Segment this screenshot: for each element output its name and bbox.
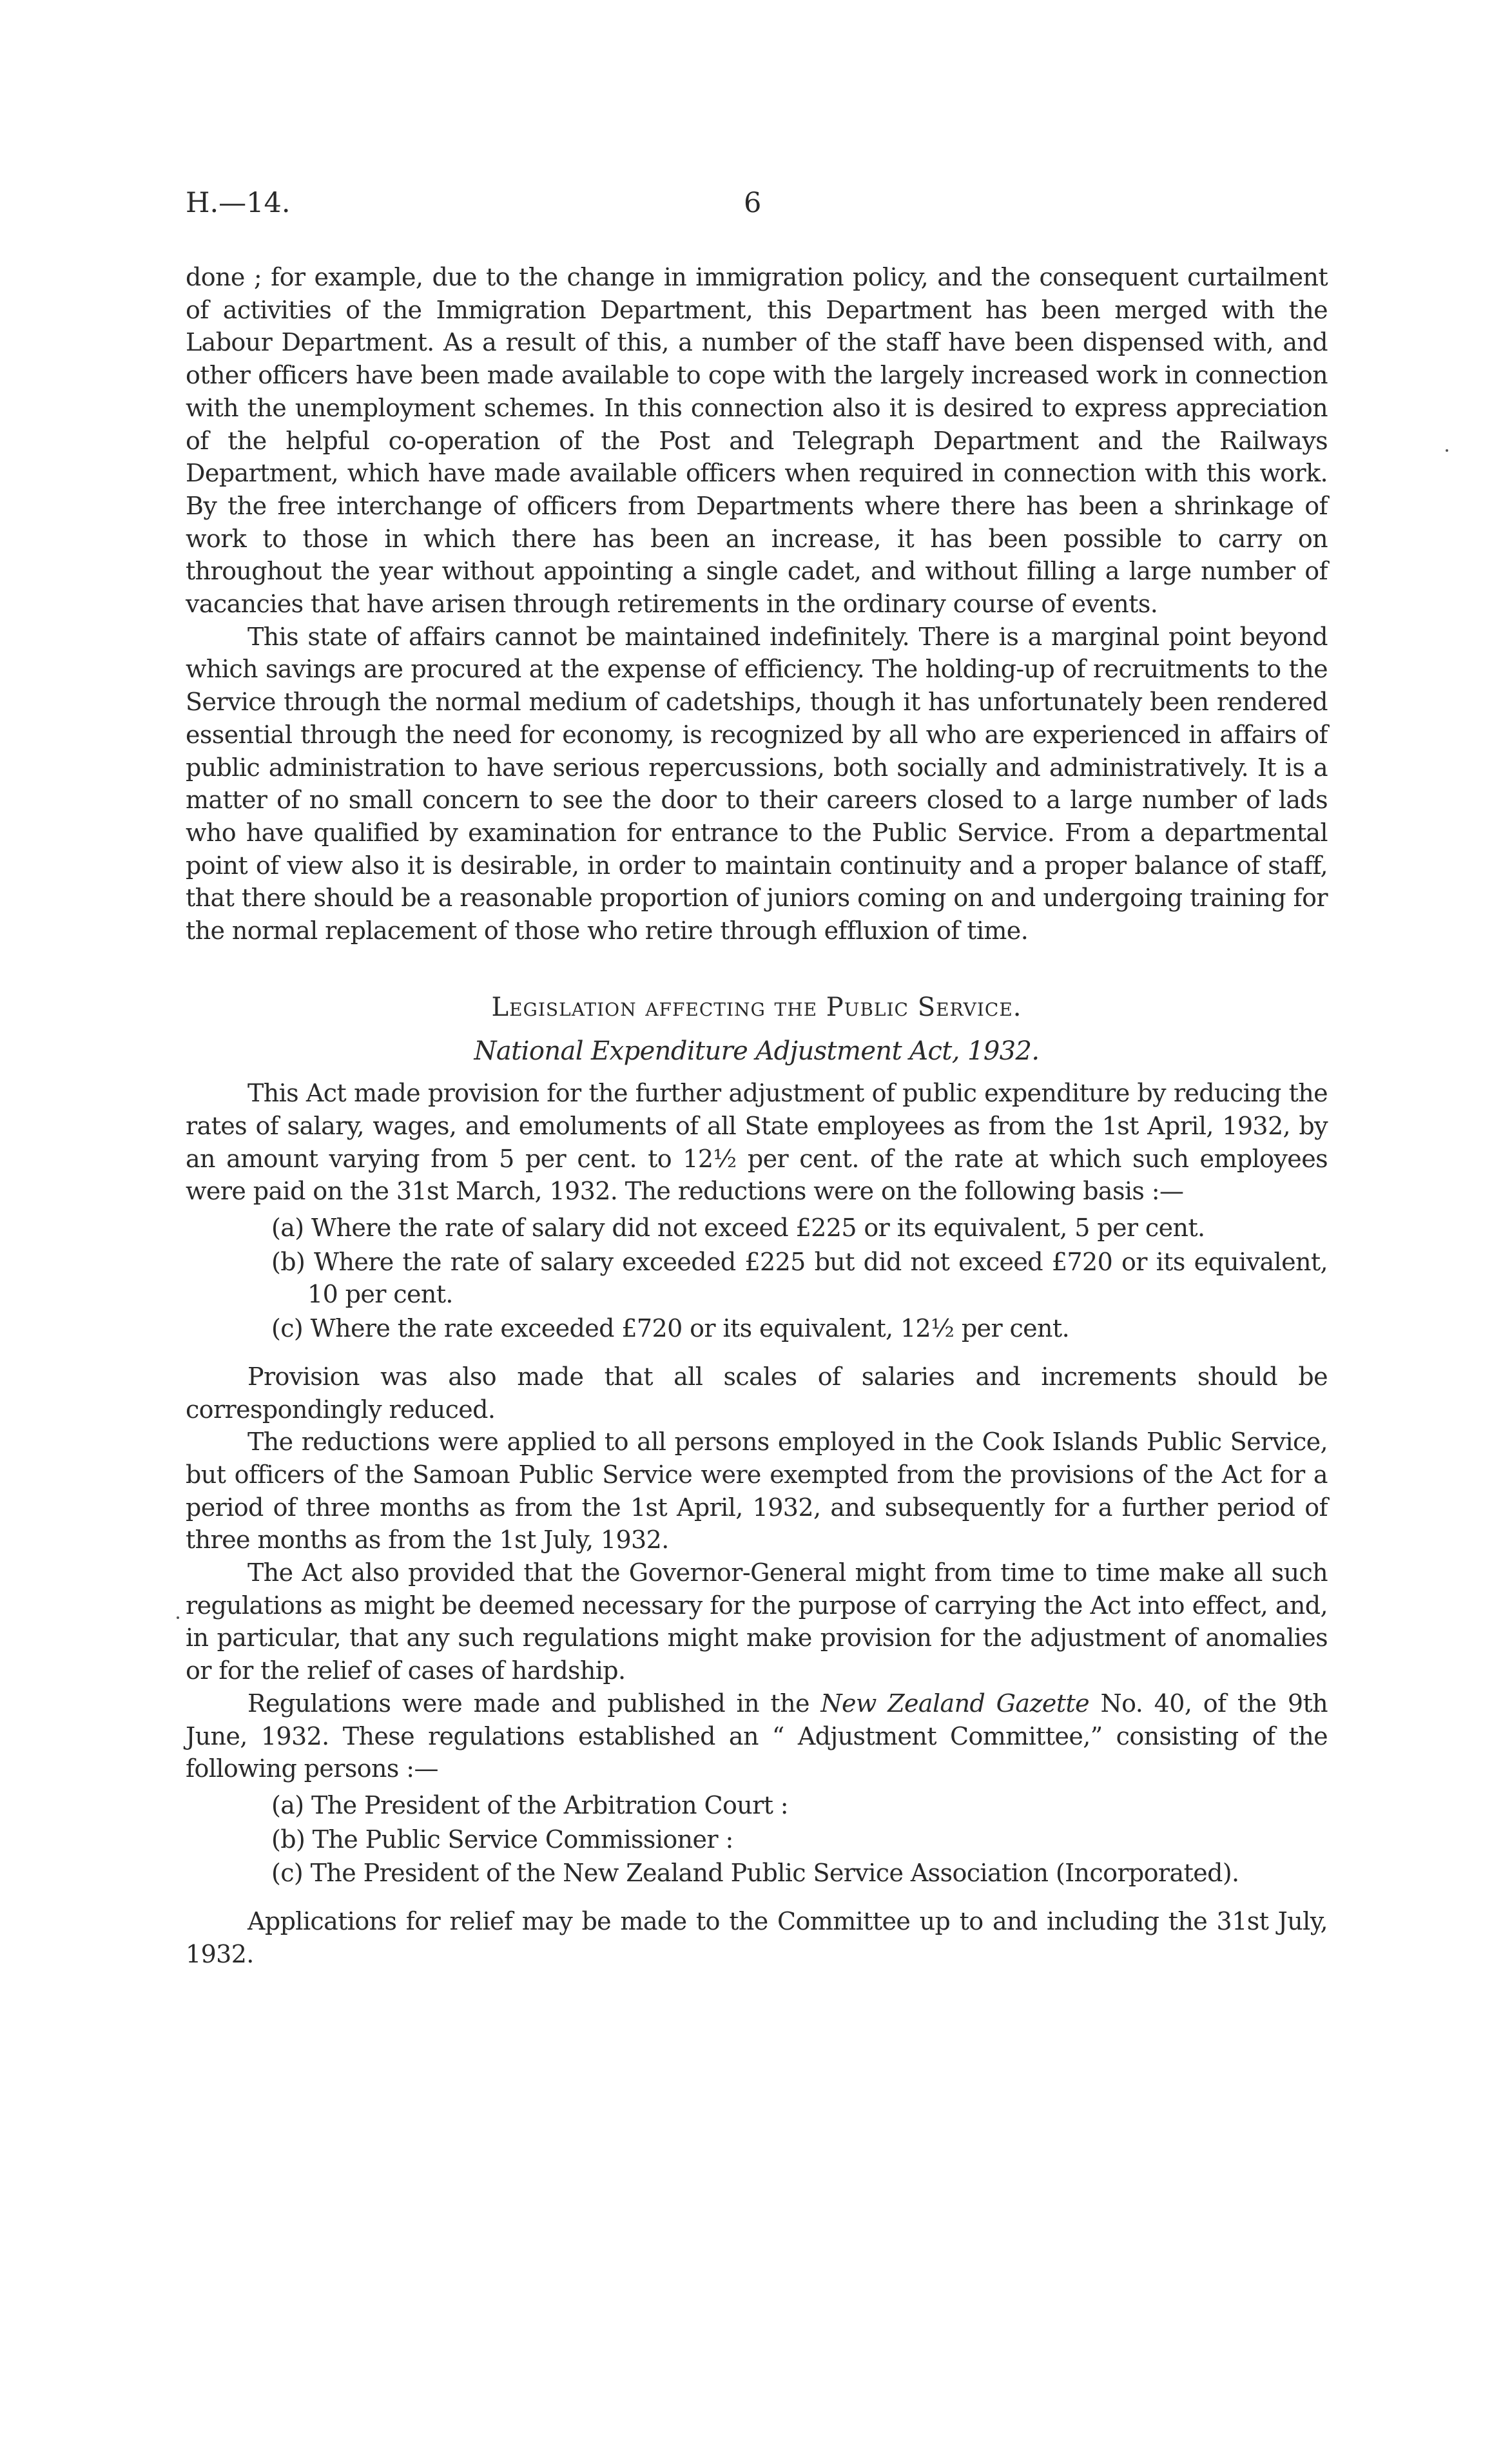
regulations-text-before: Regulations were made and published in the: [247, 1689, 821, 1718]
list-item: [186, 1312, 1328, 1345]
list-item: [186, 1857, 1328, 1890]
spacer: [186, 1349, 1328, 1361]
paragraph-applications: Applications for relief may be made to the Committee up to and including the 31st July, 1932.: [186, 1907, 1328, 1968]
list-item-text: The President of the Arbitration Court :: [311, 1790, 789, 1819]
list-item: [186, 1246, 1328, 1311]
regulations-text-after: No. 40, of the 9th June, 1932. These regulations established an “ Adjustment Committee,” consisting of the following persons :—: [186, 1689, 1328, 1783]
list-item-text: Where the rate exceeded £720 or its equivalent, 12½ per cent.: [310, 1314, 1070, 1343]
paragraph-cook-islands: The reductions were applied to all persons employed in the Cook Islands Public Service, but officers of the Samoan Public Service were exempted from the provisions of the Act for a period of three months as from the 1st April, 1932, and subsequently for a further period of three months as from the 1st July, 1932.: [186, 1428, 1328, 1555]
page-header: [186, 187, 1326, 232]
list-item-text: Where the rate of salary exceeded £225 but did not exceed £720 or its equivalent, 10 per cent.: [307, 1247, 1328, 1309]
gazette-title: New Zealand Gazette: [820, 1689, 1090, 1718]
paragraph-regulations: [186, 1687, 1328, 1785]
scan-speck: [1446, 449, 1448, 452]
committee-list: [186, 1789, 1328, 1890]
page-number: 6: [744, 187, 762, 219]
paragraph-governor-general: The Act also provided that the Governor-General might from time to time make all such regulations as might be deemed necessary for the purpose of carrying the Act into effect, and, in particular, that any such regulations might make provision for the adjustment of anomalies or for the relief of cases of hardship.: [186, 1558, 1328, 1685]
spacer: [186, 1894, 1328, 1905]
list-marker: (c): [271, 1859, 304, 1888]
paragraph-scales: Provision was also made that all scales of salaries and increments should be correspondingly reduced.: [186, 1362, 1328, 1424]
list-item: [186, 1789, 1328, 1822]
list-marker: (a): [271, 1790, 304, 1819]
document-reference: H.—14.: [186, 187, 291, 219]
paragraph-act-provision: This Act made provision for the further adjustment of public expenditure by reducing the rates of salary, wages, and emoluments of all State employees as from the 1st April, 1932, by an amount varying from 5 per cent. to 12½ per cent. of the rate at which such employees were paid on the 31st March, 1932. The reductions were on the following basis :—: [186, 1079, 1328, 1206]
paragraph-state-of-affairs: This state of affairs cannot be maintained indefinitely. There is a marginal point beyond which savings are procured at the expense of efficiency. The holding-up of recruitments to the Service through the normal medium of cadetships, though it has unfortunately been rendered essential through the need for economy, is recognized by all who are experienced in affairs of public administration to have serious repercussions, both socially and administratively. It is a matter of no small concern to see the door to their careers closed to a large number of lads who have qualified by examination for entrance to the Public Service. From a departmental point of view also it is desirable, in order to maintain continuity and a proper balance of staff, that there should be a reasonable proportion of juniors coming on and undergoing training for the normal replacement of those who retire through effluxion of time.: [186, 622, 1328, 945]
list-item-text: Where the rate of salary did not exceed £225 or its equivalent, 5 per cent.: [311, 1213, 1205, 1242]
act-subheading: National Expenditure Adjustment Act, 1932.: [474, 1036, 1040, 1067]
reductions-list: [186, 1212, 1328, 1345]
list-item-text: The Public Service Commissioner :: [312, 1825, 733, 1854]
list-item: [186, 1212, 1328, 1245]
body-text: [186, 261, 1328, 1970]
list-marker: (b): [271, 1825, 305, 1854]
list-item: [186, 1823, 1328, 1856]
list-item-text: The President of the New Zealand Public Service Association (Incorporated).: [310, 1859, 1239, 1888]
scan-speck: [177, 1616, 179, 1619]
list-marker: (c): [271, 1314, 304, 1343]
section-heading: Legislation affecting the Public Service.: [491, 992, 1022, 1022]
list-marker: (b): [271, 1247, 305, 1276]
paragraph-continuation: done ; for example, due to the change in immigration policy, and the consequent curtailment of activities of the Immigration Department, this Department has been merged with the Labour Department. As a result of this, a number of the staff have been dispensed with, and other officers have been made available to cope with the largely increased work in connection with the unemployment schemes. In this connection also it is desired to express appreciation of the helpful co-operation of the Post and Telegraph Department and the Railways Department, which have made available officers when required in connection with this work. By the free interchange of officers from Departments where there has been a shrinkage of work to those in which there has been an increase, it has been possible to carry on throughout the year without appointing a single cadet, and without filling a large number of vacancies that have arisen through retirements in the ordinary course of events.: [186, 263, 1328, 619]
list-marker: (a): [271, 1213, 304, 1242]
